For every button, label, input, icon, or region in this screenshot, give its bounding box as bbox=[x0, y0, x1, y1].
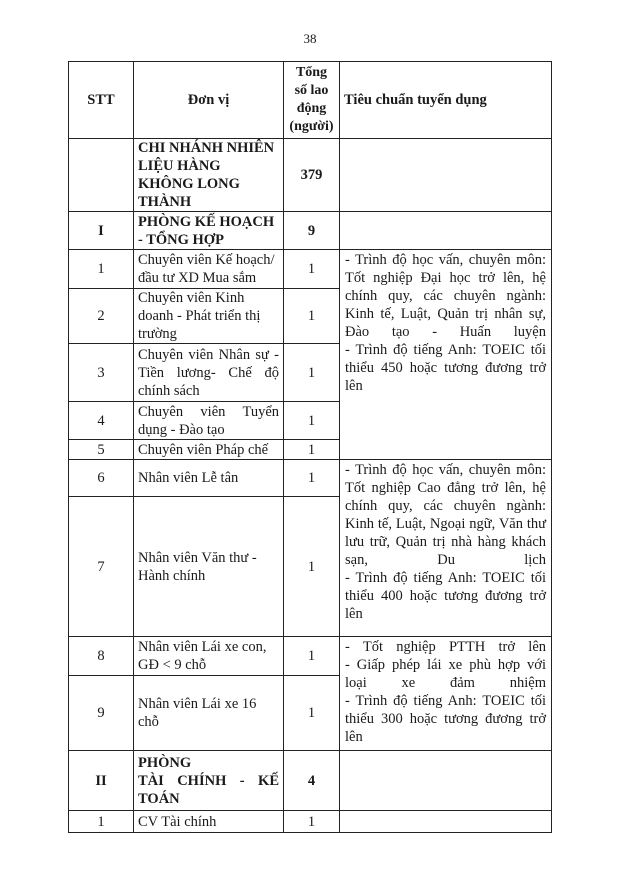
section-i-row bbox=[69, 212, 552, 250]
table-row: 1 Chuyên viên Kế hoạch/ đầu tư XD Mua sắm 1 - Trình độ học vấn, chuyên môn: Tốt nghiệp Đại học trở lên, hệ chính quy, các chuyên ngành: Kinh tế, Luật, Quản trị nhân sự, Đào tạo - Huấn luyện - Trình độ tiếng Anh: TOEIC tối thiểu 450 hoặc tương đương trở lên bbox=[69, 250, 552, 289]
section-i-name: PHÒNG KẾ HOẠCH - TỔNG HỢP bbox=[134, 212, 284, 250]
branch-total: 379 bbox=[284, 139, 340, 212]
table-row: 7 Nhân viên Văn thư - Hành chính 1 bbox=[69, 497, 552, 637]
header-stt: STT bbox=[69, 62, 134, 139]
section-ii-name: PHÒNG TÀI CHÍNH - KẾ TOÁN bbox=[134, 751, 284, 811]
page-number: 38 bbox=[303, 31, 317, 46]
header-row bbox=[69, 62, 552, 139]
header-unit: Đơn vị bbox=[134, 62, 284, 139]
table-row: 9 Nhân viên Lái xe 16 chỗ 1 bbox=[69, 676, 552, 751]
section-ii-no: II bbox=[69, 751, 134, 811]
table-row: 6 Nhân viên Lễ tân 1 - Trình độ học vấn, chuyên môn: Tốt nghiệp Cao đẳng trở lên, hệ chính quy, các chuyên ngành: Kinh tế, Luật, Ngoại ngữ, Văn thư lưu trữ, Quản trị nhà hàng khách sạn, Du lịch - Trình độ tiếng Anh: TOEIC tối thiểu 400 hoặc tương đương trở lên bbox=[69, 460, 552, 497]
section-ii-row bbox=[69, 751, 552, 811]
table-row: 2 Chuyên viên Kinh doanh - Phát triển thị trường 1 bbox=[69, 289, 552, 344]
table-row: 4 Chuyên viên Tuyển dụng - Đào tạo 1 bbox=[69, 402, 552, 440]
criteria-group-3: - Tốt nghiệp PTTH trở lên - Giấp phép lái xe phù hợp với loại xe đảm nhiệm - Trình độ tiếng Anh: TOEIC tối thiểu 300 hoặc tương đương trở lên bbox=[340, 637, 552, 751]
table-row: 8 Nhân viên Lái xe con, GĐ < 9 chỗ 1 - Tốt nghiệp PTTH trở lên - Giấp phép lái xe phù hợp với loại xe đảm nhiệm - Trình độ tiếng Anh: TOEIC tối thiểu 300 hoặc tương đương trở lên bbox=[69, 637, 552, 676]
section-ii-total: 4 bbox=[284, 751, 340, 811]
table-row: 3 Chuyên viên Nhân sự - Tiền lương- Chế độ chính sách 1 bbox=[69, 344, 552, 402]
branch-row bbox=[69, 139, 552, 212]
section-i-total: 9 bbox=[284, 212, 340, 250]
section-i-no: I bbox=[69, 212, 134, 250]
header-total: Tổng số lao động (người) bbox=[284, 62, 340, 139]
table-row: 1 CV Tài chính 1 bbox=[69, 811, 552, 833]
header-criteria: Tiêu chuẩn tuyển dụng bbox=[340, 62, 552, 139]
criteria-group-1: - Trình độ học vấn, chuyên môn: Tốt nghiệp Đại học trở lên, hệ chính quy, các chuyên ngành: Kinh tế, Luật, Quản trị nhân sự, Đào tạo - Huấn luyện - Trình độ tiếng Anh: TOEIC tối thiểu 450 hoặc tương đương trở lên bbox=[340, 250, 552, 460]
criteria-group-2: - Trình độ học vấn, chuyên môn: Tốt nghiệp Cao đẳng trở lên, hệ chính quy, các chuyên ngành: Kinh tế, Luật, Ngoại ngữ, Văn thư lưu trữ, Quản trị nhà hàng khách sạn, Du lịch - Trình độ tiếng Anh: TOEIC tối thiểu 400 hoặc tương đương trở lên bbox=[340, 460, 552, 637]
recruitment-table bbox=[68, 61, 552, 833]
table-row: 5 Chuyên viên Pháp chế 1 bbox=[69, 440, 552, 460]
branch-name: CHI NHÁNH NHIÊN LIỆU HÀNG KHÔNG LONG THÀNH bbox=[134, 139, 284, 212]
